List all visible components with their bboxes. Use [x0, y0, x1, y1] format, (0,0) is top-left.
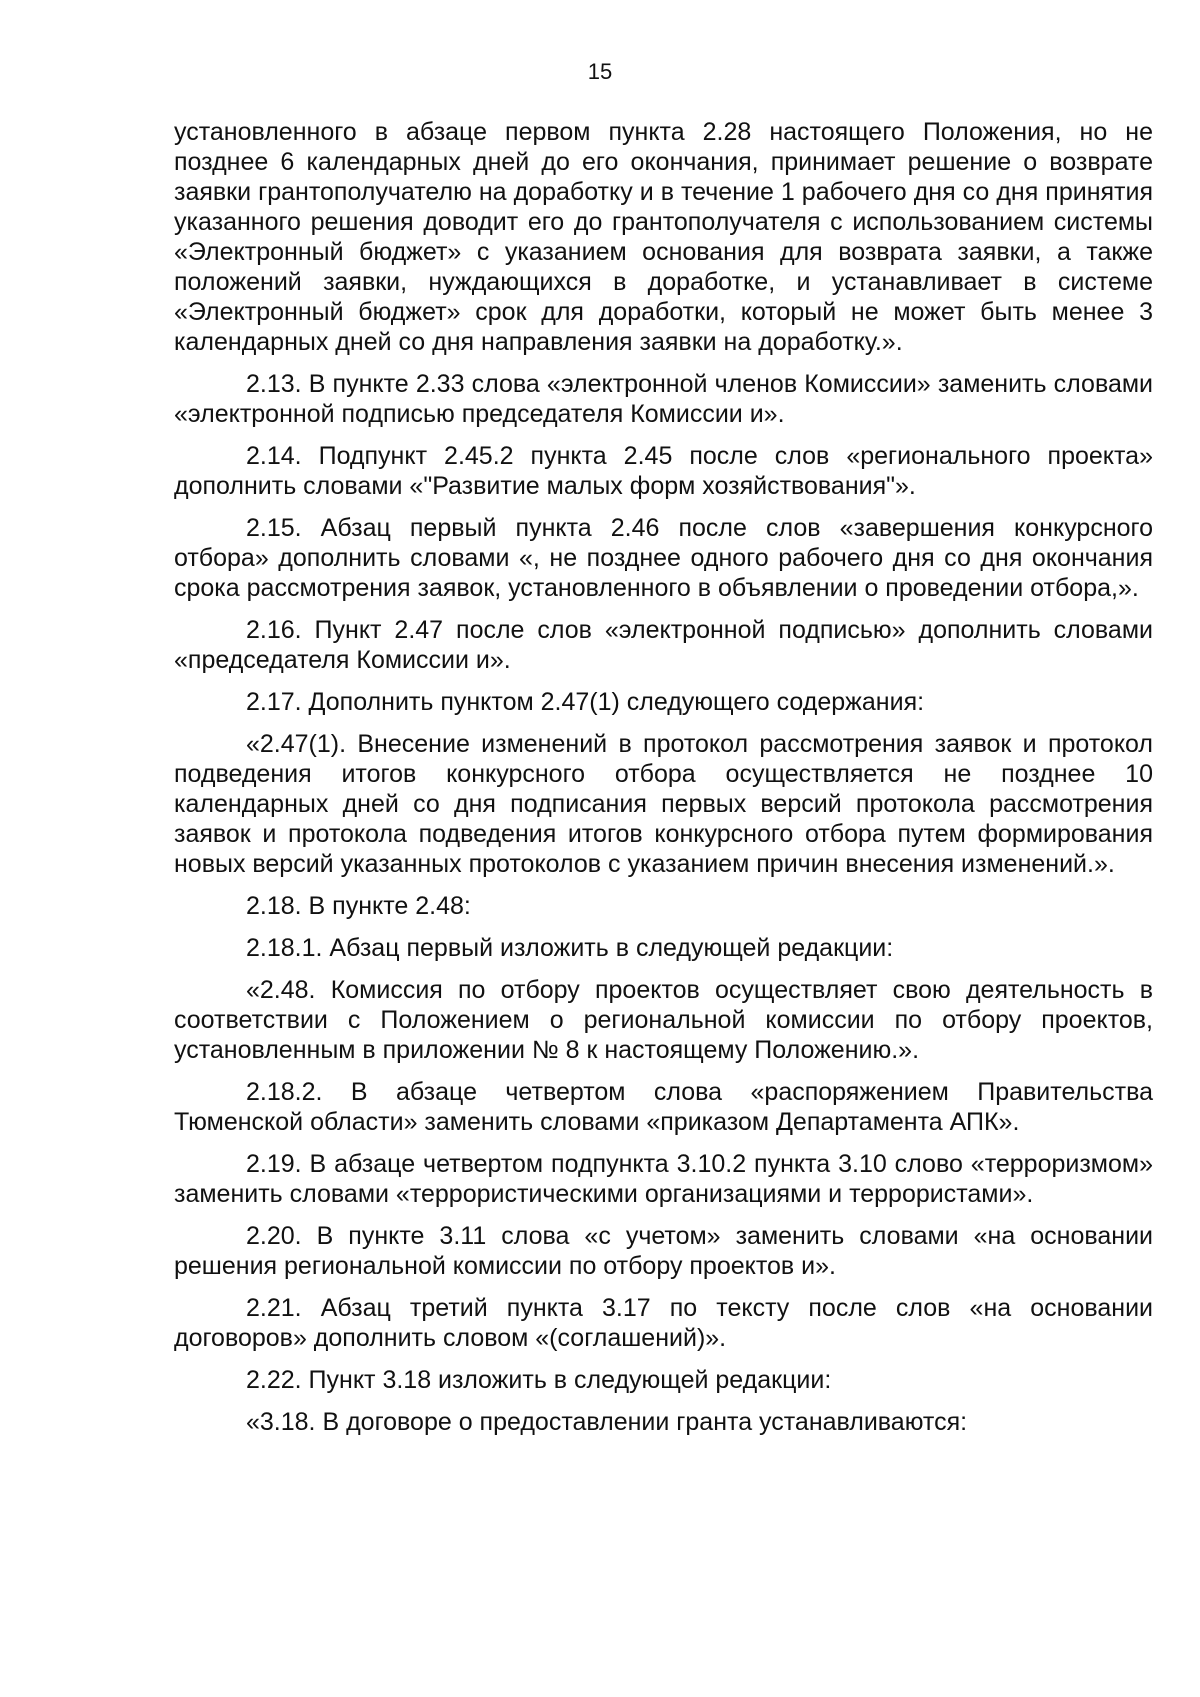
paragraph-2-18-2: 2.18.2. В абзаце четвертом слова «распоряжением Правительства Тюменской области» заменить словами «приказом Департамента АПК». — [174, 1078, 1153, 1136]
paragraph-2-15: 2.15. Абзац первый пункта 2.46 после слов «завершения конкурсного отбора» дополнить словами «, не позднее одного рабочего дня со дня окончания срока рассмотрения заявок, установленного в объявлении о проведении отбора,». — [174, 514, 1153, 602]
paragraph-2-13: 2.13. В пункте 2.33 слова «электронной членов Комиссии» заменить словами «электронной подписью председателя Комиссии и». — [174, 370, 1153, 428]
paragraph-2-21: 2.21. Абзац третий пункта 3.17 по тексту после слов «на основании договоров» дополнить словом «(соглашений)». — [174, 1294, 1153, 1352]
paragraph-2-22: 2.22. Пункт 3.18 изложить в следующей редакции: — [246, 1366, 832, 1394]
paragraph-2-20: 2.20. В пункте 3.11 слова «с учетом» заменить словами «на основании решения региональной комиссии по отбору проектов и». — [174, 1222, 1153, 1280]
paragraph-continuation: установленного в абзаце первом пункта 2.28 настоящего Положения, но не позднее 6 календарных дней до его окончания, принимает решение о возврате заявки грантополучателю на доработку и в течение 1 рабочего дня со дня принятия указанного решения доводит его до грантополучателя с использованием системы «Электронный бюджет» с указанием основания для возврата заявки, а также положений заявки, нуждающихся в доработке, и устанавливает в системе «Электронный бюджет» срок для доработки, который не может быть менее 3 календарных дней со дня направления заявки на доработку.». — [174, 118, 1153, 356]
paragraph-2-19: 2.19. В абзаце четвертом подпункта 3.10.2 пункта 3.10 слово «терроризмом» заменить словами «террористическими организациями и террористами». — [174, 1150, 1153, 1208]
paragraph-2-48-text: «2.48. Комиссия по отбору проектов осуществляет свою деятельность в соответствии с Положением о региональной комиссии по отбору проектов, установленным в приложении № 8 к настоящему Положению.». — [174, 976, 1153, 1064]
paragraph-2-16: 2.16. Пункт 2.47 после слов «электронной подписью» дополнить словами «председателя Комиссии и». — [174, 616, 1153, 674]
page-number: 15 — [587, 59, 613, 84]
paragraph-2-14: 2.14. Подпункт 2.45.2 пункта 2.45 после слов «регионального проекта» дополнить словами «"Развитие малых форм хозяйствования"». — [174, 442, 1153, 500]
paragraph-2-18-1: 2.18.1. Абзац первый изложить в следующей редакции: — [246, 934, 894, 962]
paragraph-3-18-text: «3.18. В договоре о предоставлении гранта устанавливаются: — [246, 1408, 968, 1436]
paragraph-2-18: 2.18. В пункте 2.48: — [246, 892, 471, 920]
document-body — [174, 117, 1153, 1449]
paragraph-2-47-1-text: «2.47(1). Внесение изменений в протокол рассмотрения заявок и протокол подведения итогов конкурсного отбора осуществляется не позднее 10 календарных дней со дня подписания первых версий протокола рассмотрения заявок и протокола подведения итогов конкурсного отбора путем формирования новых версий указанных протоколов с указанием причин внесения изменений.». — [174, 730, 1153, 878]
paragraph-2-17: 2.17. Дополнить пунктом 2.47(1) следующего содержания: — [246, 688, 925, 716]
